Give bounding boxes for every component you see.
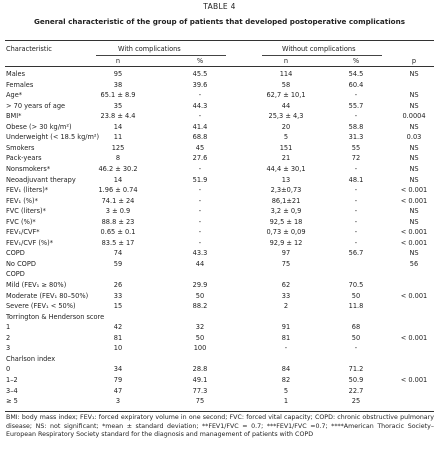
without-n-header: n [283, 57, 289, 65]
p-value-cell: 56 [409, 259, 419, 268]
row-label: > 70 years of age [6, 101, 66, 110]
row-label: 2 [6, 333, 11, 342]
with-pct-cell: 29.9 [192, 281, 208, 289]
with-n-cell: 88.8 ± 23 [101, 217, 135, 226]
without-pct-header: % [352, 57, 360, 65]
with-pct-cell: 45.5 [192, 70, 208, 78]
with-n-cell: 10 [113, 344, 123, 353]
row-label: Torrington & Henderson score [6, 312, 105, 321]
characteristic-header: Characteristic [6, 45, 52, 53]
p-value-cell: NS [409, 70, 419, 78]
row-label: Males [6, 70, 26, 78]
p-value-cell: NS [409, 101, 419, 110]
without-pct-cell: - [354, 196, 358, 205]
with-pct-cell: 39.6 [192, 80, 208, 89]
p-value-cell: NS [409, 207, 419, 216]
row-label: Mild (FEV₁ ≥ 80%) [6, 281, 67, 289]
p-value-cell: NS [409, 249, 419, 258]
without-n-cell: 1 [283, 397, 289, 406]
p-value-cell: < 0.001 [400, 186, 428, 195]
with-n-cell: 26 [113, 281, 123, 289]
with-pct-cell: 51.9 [192, 175, 208, 184]
without-pct-cell: - [354, 91, 358, 100]
group-rule-without [262, 55, 382, 56]
with-n-cell: 3 [115, 397, 121, 406]
without-pct-cell: 54.5 [348, 70, 364, 78]
with-pct-cell: 75 [195, 397, 205, 406]
without-n-cell: 44,4 ± 30,1 [266, 164, 306, 173]
with-n-cell: 23.8 ± 4.4 [100, 112, 136, 121]
without-n-cell: - [284, 344, 288, 353]
with-pct-cell: 68.8 [192, 133, 208, 142]
row-label: Underweight (< 18.5 kg/m²) [6, 133, 100, 142]
without-n-cell: 75 [281, 259, 291, 268]
without-pct-cell: - [354, 344, 358, 353]
with-n-header: n [115, 57, 121, 65]
without-n-cell: 92,5 ± 18 [269, 217, 303, 226]
with-pct-cell: - [198, 196, 202, 205]
without-pct-cell: - [354, 112, 358, 121]
without-n-cell: 2,3±0,73 [270, 186, 302, 195]
p-value-cell: 0.0004 [402, 112, 426, 121]
with-complications-header: With complications [118, 45, 181, 53]
p-value-cell: < 0.001 [400, 375, 428, 384]
with-pct-cell: 41.4 [192, 122, 208, 131]
row-label: 3 [6, 344, 11, 353]
row-label: Smokers [6, 143, 35, 152]
table-caption: General characteristic of the group of patients that developed postoperative complications [33, 17, 406, 26]
with-n-cell: 83.5 ± 17 [101, 238, 135, 247]
row-label: Age* [6, 91, 23, 100]
without-pct-cell: 48.1 [348, 175, 364, 184]
without-pct-cell: 70.5 [348, 281, 364, 289]
row-label: Females [6, 80, 34, 89]
p-value-cell: 0.03 [406, 133, 422, 142]
with-n-cell: 14 [113, 122, 123, 131]
without-pct-cell: 71.2 [348, 365, 364, 374]
without-n-cell: 82 [281, 375, 291, 384]
with-n-cell: 74.1 ± 24 [101, 196, 135, 205]
group-rule-with [96, 55, 226, 56]
without-n-cell: 97 [281, 249, 291, 258]
without-pct-cell: 55 [351, 143, 361, 152]
with-n-cell: 8 [115, 154, 121, 163]
without-n-cell: 20 [281, 122, 291, 131]
without-n-cell: 151 [279, 143, 293, 152]
without-n-cell: 62,7 ± 10,1 [266, 91, 306, 100]
with-pct-cell: 49.1 [192, 375, 208, 384]
p-value-cell: NS [409, 143, 419, 152]
with-n-cell: 79 [113, 375, 123, 384]
with-n-cell: 1.96 ± 0.74 [98, 186, 138, 195]
without-n-cell: 0,73 ± 0,09 [266, 228, 306, 237]
without-pct-cell: - [354, 207, 358, 216]
p-value-cell: NS [409, 91, 419, 100]
with-n-cell: 33 [113, 291, 123, 300]
without-pct-cell: - [354, 164, 358, 173]
with-pct-cell: - [198, 91, 202, 100]
without-pct-cell: 31.3 [348, 133, 364, 142]
with-pct-cell: 50 [195, 291, 205, 300]
without-pct-cell: 25 [351, 397, 361, 406]
table-title: TABLE 4 [203, 2, 236, 11]
row-label: No COPD [6, 259, 36, 268]
top-rule [5, 40, 434, 41]
with-n-cell: 59 [113, 259, 123, 268]
row-label: ≥ 5 [6, 397, 18, 406]
with-n-cell: 125 [111, 143, 125, 152]
p-value-cell: < 0.001 [400, 196, 428, 205]
without-n-cell: 33 [281, 291, 291, 300]
p-value-cell: NS [409, 164, 419, 173]
with-pct-cell: - [198, 217, 202, 226]
without-n-cell: 21 [281, 154, 291, 163]
row-label: 1 [6, 323, 11, 332]
without-n-cell: 44 [281, 101, 291, 110]
with-n-cell: 95 [113, 70, 123, 78]
with-pct-cell: 50 [195, 333, 205, 342]
without-pct-cell: - [354, 228, 358, 237]
with-n-cell: 38 [113, 80, 123, 89]
with-n-cell: 46.2 ± 30.2 [98, 164, 138, 173]
without-pct-cell: 72 [351, 154, 361, 163]
row-label: Severe (FEV₁ < 50%) [6, 302, 76, 311]
row-label: 1–2 [6, 375, 18, 384]
row-label: 3–4 [6, 386, 18, 395]
without-n-cell: 84 [281, 365, 291, 374]
with-n-cell: 42 [113, 323, 123, 332]
row-label: FVC (liters)* [6, 207, 46, 216]
without-pct-cell: 50 [351, 333, 361, 342]
p-value-cell: NS [409, 175, 419, 184]
row-label: COPD [6, 249, 25, 258]
with-n-cell: 35 [113, 101, 123, 110]
without-pct-cell: 22.7 [348, 386, 364, 395]
row-label: Charlson index [6, 354, 56, 363]
with-n-cell: 3 ± 0.9 [105, 207, 131, 216]
without-pct-cell: - [354, 217, 358, 226]
with-n-cell: 81 [113, 333, 123, 342]
with-pct-cell: 77.3 [192, 386, 208, 395]
row-label: BMI* [6, 112, 22, 121]
without-pct-cell: 50.9 [348, 375, 364, 384]
without-pct-cell: 55.7 [348, 101, 364, 110]
with-pct-cell: 32 [195, 323, 205, 332]
with-pct-cell: 43.3 [192, 249, 208, 258]
header-rule [5, 66, 434, 67]
with-pct-cell: - [198, 238, 202, 247]
without-complications-header: Without complications [282, 45, 356, 53]
without-n-cell: 86,1±21 [271, 196, 301, 205]
without-pct-cell: - [354, 238, 358, 247]
row-label: FEV₁/CVF* [6, 228, 40, 237]
with-n-cell: 15 [113, 302, 123, 311]
without-n-cell: 62 [281, 281, 291, 289]
without-n-cell: 58 [281, 80, 291, 89]
without-n-cell: 25,3 ± 4,3 [268, 112, 304, 121]
with-n-cell: 74 [113, 249, 123, 258]
row-label: 0 [6, 365, 11, 374]
with-pct-cell: 88.2 [192, 302, 208, 311]
without-n-cell: 114 [279, 70, 293, 78]
p-value-cell: NS [409, 217, 419, 226]
p-value-cell: < 0.001 [400, 333, 428, 342]
with-pct-cell: 100 [193, 344, 207, 353]
with-pct-header: % [196, 57, 204, 65]
with-pct-cell: - [198, 186, 202, 195]
p-value-cell: < 0.001 [400, 228, 428, 237]
without-pct-cell: 58.8 [348, 122, 364, 131]
row-label: Moderate (FEV₁ 80–50%) [6, 291, 89, 300]
with-pct-cell: - [198, 228, 202, 237]
without-pct-cell: 60.4 [348, 80, 364, 89]
with-pct-cell: 28.8 [192, 365, 208, 374]
without-pct-cell: - [354, 186, 358, 195]
p-value-cell: < 0.001 [400, 238, 428, 247]
without-n-cell: 81 [281, 333, 291, 342]
without-n-cell: 91 [281, 323, 291, 332]
without-n-cell: 2 [283, 302, 289, 311]
p-header: p [411, 57, 417, 65]
row-label: FEV₁ (%)* [6, 196, 38, 205]
with-pct-cell: - [198, 164, 202, 173]
with-pct-cell: 27.6 [192, 154, 208, 163]
row-label: Pack-years [6, 154, 42, 163]
without-n-cell: 5 [283, 386, 289, 395]
bottom-rule [5, 411, 434, 412]
row-label: Nonsmokers* [6, 164, 51, 173]
p-value-cell: < 0.001 [400, 291, 428, 300]
with-pct-cell: - [198, 207, 202, 216]
without-n-cell: 3,2 ± 0,9 [270, 207, 302, 216]
p-value-cell: NS [409, 154, 419, 163]
with-n-cell: 0.65 ± 0.1 [100, 228, 136, 237]
with-n-cell: 14 [113, 175, 123, 184]
with-n-cell: 47 [113, 386, 123, 395]
with-pct-cell: 44.3 [192, 101, 208, 110]
row-label: FEV₁ (liters)* [6, 186, 49, 195]
p-value-cell: NS [409, 122, 419, 131]
with-pct-cell: 44 [195, 259, 205, 268]
without-pct-cell: 56.7 [348, 249, 364, 258]
without-pct-cell: 11.8 [348, 302, 364, 311]
without-n-cell: 5 [283, 133, 289, 142]
without-n-cell: 13 [281, 175, 291, 184]
with-pct-cell: 45 [195, 143, 205, 152]
row-label: Obese (> 30 kg/m²) [6, 122, 72, 131]
with-n-cell: 11 [113, 133, 123, 142]
without-pct-cell: 68 [351, 323, 361, 332]
row-label: FVC (%)* [6, 217, 36, 226]
without-n-cell: 92,9 ± 12 [269, 238, 303, 247]
without-pct-cell: 50 [351, 291, 361, 300]
row-label: Neoadjuvant therapy [6, 175, 76, 184]
with-n-cell: 65.1 ± 8.9 [100, 91, 136, 100]
with-pct-cell: - [198, 112, 202, 121]
row-label: FEV₁/CVF (%)* [6, 238, 54, 247]
row-label: COPD [6, 270, 25, 279]
table-footnote: BMI: body mass index; FEV₁: forced expiratory volume in one second; FVC: forced vital capacity; COPD: chronic obstructive pulmonary disease; NS: not significant; *mean ± standard deviation; **FEV1/FVC = 0.7; ***FEV1/FVC =0.7; ****American Thoracic Society–European Respiratory Society standard for the diagnosis and management of patients with COPD [6, 414, 434, 439]
with-n-cell: 34 [113, 365, 123, 374]
